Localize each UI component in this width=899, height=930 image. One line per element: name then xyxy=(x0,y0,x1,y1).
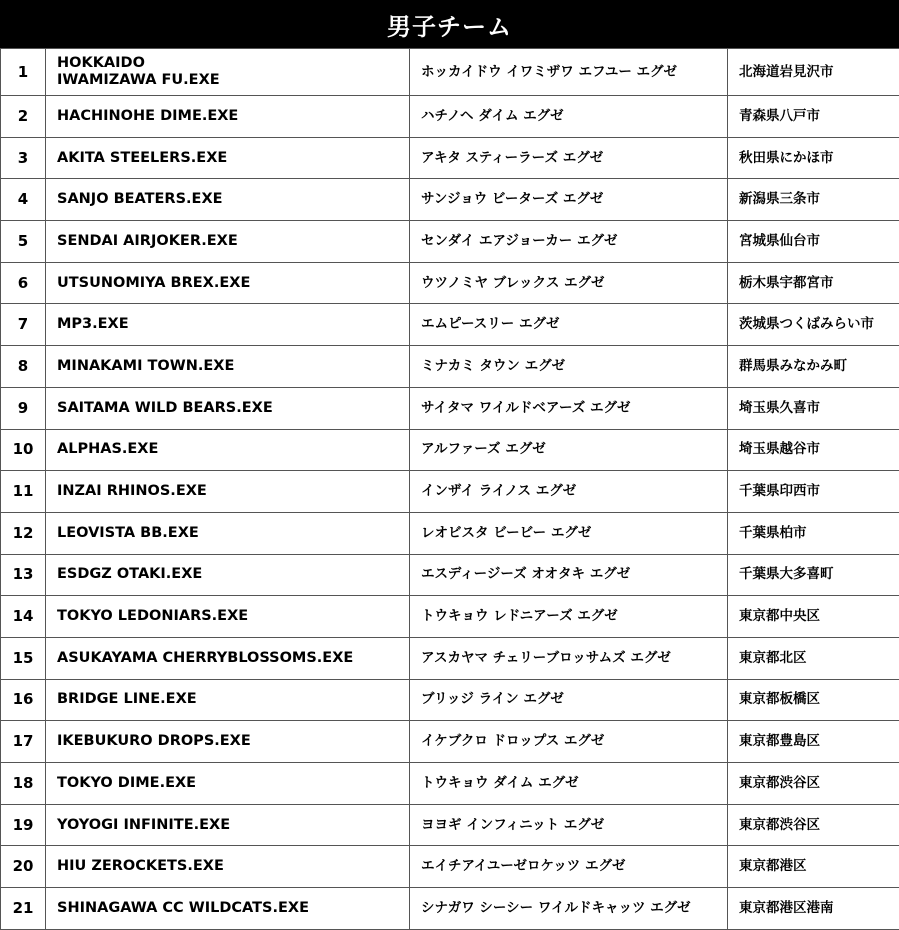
team-name-kana: アキタ スティーラーズ エグゼ xyxy=(410,137,728,179)
team-name-en: HOKKAIDO IWAMIZAWA FU.EXE xyxy=(46,49,410,96)
team-hometown: 東京都北区 xyxy=(728,637,899,679)
table-row xyxy=(1,179,899,221)
team-hometown: 秋田県にかほ市 xyxy=(728,137,899,179)
team-number: 13 xyxy=(1,554,46,596)
team-name-kana: インザイ ライノス エグゼ xyxy=(410,471,728,513)
table-row xyxy=(1,846,899,888)
team-name-kana: シナガワ シーシー ワイルドキャッツ エグゼ xyxy=(410,888,728,930)
team-number: 4 xyxy=(1,179,46,221)
team-number: 2 xyxy=(1,96,46,138)
team-hometown: 茨城県つくばみらい市 xyxy=(728,304,899,346)
team-name-en: SENDAI AIRJOKER.EXE xyxy=(46,221,410,263)
team-number: 6 xyxy=(1,262,46,304)
team-hometown: 東京都渋谷区 xyxy=(728,763,899,805)
team-name-en: ASUKAYAMA CHERRYBLOSSOMS.EXE xyxy=(46,637,410,679)
team-number: 14 xyxy=(1,596,46,638)
table-row xyxy=(1,596,899,638)
table-row xyxy=(1,804,899,846)
table-row xyxy=(1,679,899,721)
team-name-en: ALPHAS.EXE xyxy=(46,429,410,471)
team-name-kana: センダイ エアジョーカー エグゼ xyxy=(410,221,728,263)
team-name-en: MP3.EXE xyxy=(46,304,410,346)
team-name-en: SAITAMA WILD BEARS.EXE xyxy=(46,387,410,429)
team-number: 21 xyxy=(1,888,46,930)
team-number: 15 xyxy=(1,637,46,679)
table-row xyxy=(1,387,899,429)
table-row xyxy=(1,888,899,930)
table-row xyxy=(1,49,899,96)
table-row xyxy=(1,137,899,179)
team-name-en: UTSUNOMIYA BREX.EXE xyxy=(46,262,410,304)
team-number: 1 xyxy=(1,49,46,96)
team-number: 18 xyxy=(1,763,46,805)
table-row xyxy=(1,554,899,596)
team-name-en: TOKYO LEDONIARS.EXE xyxy=(46,596,410,638)
team-name-en: INZAI RHINOS.EXE xyxy=(46,471,410,513)
page-title: 男子チーム xyxy=(0,0,899,48)
team-hometown: 宮城県仙台市 xyxy=(728,221,899,263)
team-name-en: SANJO BEATERS.EXE xyxy=(46,179,410,221)
team-hometown: 東京都板橋区 xyxy=(728,679,899,721)
table-row xyxy=(1,763,899,805)
team-name-en: LEOVISTA BB.EXE xyxy=(46,512,410,554)
table-row xyxy=(1,262,899,304)
team-name-kana: ホッカイドウ イワミザワ エフユー エグゼ xyxy=(410,49,728,96)
table-row xyxy=(1,721,899,763)
table-row xyxy=(1,429,899,471)
team-name-en: TOKYO DIME.EXE xyxy=(46,763,410,805)
table-row xyxy=(1,637,899,679)
team-number: 9 xyxy=(1,387,46,429)
team-number: 3 xyxy=(1,137,46,179)
team-name-en: BRIDGE LINE.EXE xyxy=(46,679,410,721)
team-name-en: MINAKAMI TOWN.EXE xyxy=(46,346,410,388)
team-name-en: ESDGZ OTAKI.EXE xyxy=(46,554,410,596)
team-hometown: 東京都中央区 xyxy=(728,596,899,638)
team-hometown: 千葉県印西市 xyxy=(728,471,899,513)
team-name-kana: ミナカミ タウン エグゼ xyxy=(410,346,728,388)
team-number: 5 xyxy=(1,221,46,263)
team-hometown: 千葉県大多喜町 xyxy=(728,554,899,596)
team-number: 19 xyxy=(1,804,46,846)
team-number: 11 xyxy=(1,471,46,513)
team-hometown: 東京都渋谷区 xyxy=(728,804,899,846)
team-hometown: 栃木県宇都宮市 xyxy=(728,262,899,304)
team-hometown: 東京都豊島区 xyxy=(728,721,899,763)
team-name-kana: ヨヨギ インフィニット エグゼ xyxy=(410,804,728,846)
team-name-kana: イケブクロ ドロップス エグゼ xyxy=(410,721,728,763)
team-number: 12 xyxy=(1,512,46,554)
team-name-kana: トウキョウ ダイム エグゼ xyxy=(410,763,728,805)
team-name-en: YOYOGI INFINITE.EXE xyxy=(46,804,410,846)
table-row xyxy=(1,304,899,346)
team-hometown: 北海道岩見沢市 xyxy=(728,49,899,96)
team-number: 7 xyxy=(1,304,46,346)
team-name-kana: アルファーズ エグゼ xyxy=(410,429,728,471)
team-hometown: 群馬県みなかみ町 xyxy=(728,346,899,388)
table-row xyxy=(1,471,899,513)
team-number: 16 xyxy=(1,679,46,721)
team-name-kana: エイチアイユーゼロケッツ エグゼ xyxy=(410,846,728,888)
table-row xyxy=(1,512,899,554)
table-row xyxy=(1,221,899,263)
team-hometown: 東京都港区港南 xyxy=(728,888,899,930)
team-name-kana: エスディージーズ オオタキ エグゼ xyxy=(410,554,728,596)
team-hometown: 新潟県三条市 xyxy=(728,179,899,221)
team-number: 8 xyxy=(1,346,46,388)
table-row xyxy=(1,346,899,388)
team-hometown: 東京都港区 xyxy=(728,846,899,888)
team-name-kana: サンジョウ ビーターズ エグゼ xyxy=(410,179,728,221)
team-hometown: 千葉県柏市 xyxy=(728,512,899,554)
team-number: 20 xyxy=(1,846,46,888)
team-hometown: 埼玉県越谷市 xyxy=(728,429,899,471)
team-name-kana: ウツノミヤ ブレックス エグゼ xyxy=(410,262,728,304)
team-hometown: 埼玉県久喜市 xyxy=(728,387,899,429)
teams-table xyxy=(0,48,899,930)
team-name-en: HACHINOHE DIME.EXE xyxy=(46,96,410,138)
team-number: 17 xyxy=(1,721,46,763)
team-name-kana: レオビスタ ビービー エグゼ xyxy=(410,512,728,554)
team-name-kana: サイタマ ワイルドベアーズ エグゼ xyxy=(410,387,728,429)
team-name-kana: エムピースリー エグゼ xyxy=(410,304,728,346)
team-name-kana: トウキョウ レドニアーズ エグゼ xyxy=(410,596,728,638)
table-row xyxy=(1,96,899,138)
teams-table-body xyxy=(1,49,899,930)
team-hometown: 青森県八戸市 xyxy=(728,96,899,138)
team-name-en: AKITA STEELERS.EXE xyxy=(46,137,410,179)
team-name-kana: ハチノヘ ダイム エグゼ xyxy=(410,96,728,138)
team-number: 10 xyxy=(1,429,46,471)
team-name-kana: ブリッジ ライン エグゼ xyxy=(410,679,728,721)
team-name-en: IKEBUKURO DROPS.EXE xyxy=(46,721,410,763)
team-name-kana: アスカヤマ チェリーブロッサムズ エグゼ xyxy=(410,637,728,679)
team-name-en: HIU ZEROCKETS.EXE xyxy=(46,846,410,888)
team-name-en: SHINAGAWA CC WILDCATS.EXE xyxy=(46,888,410,930)
